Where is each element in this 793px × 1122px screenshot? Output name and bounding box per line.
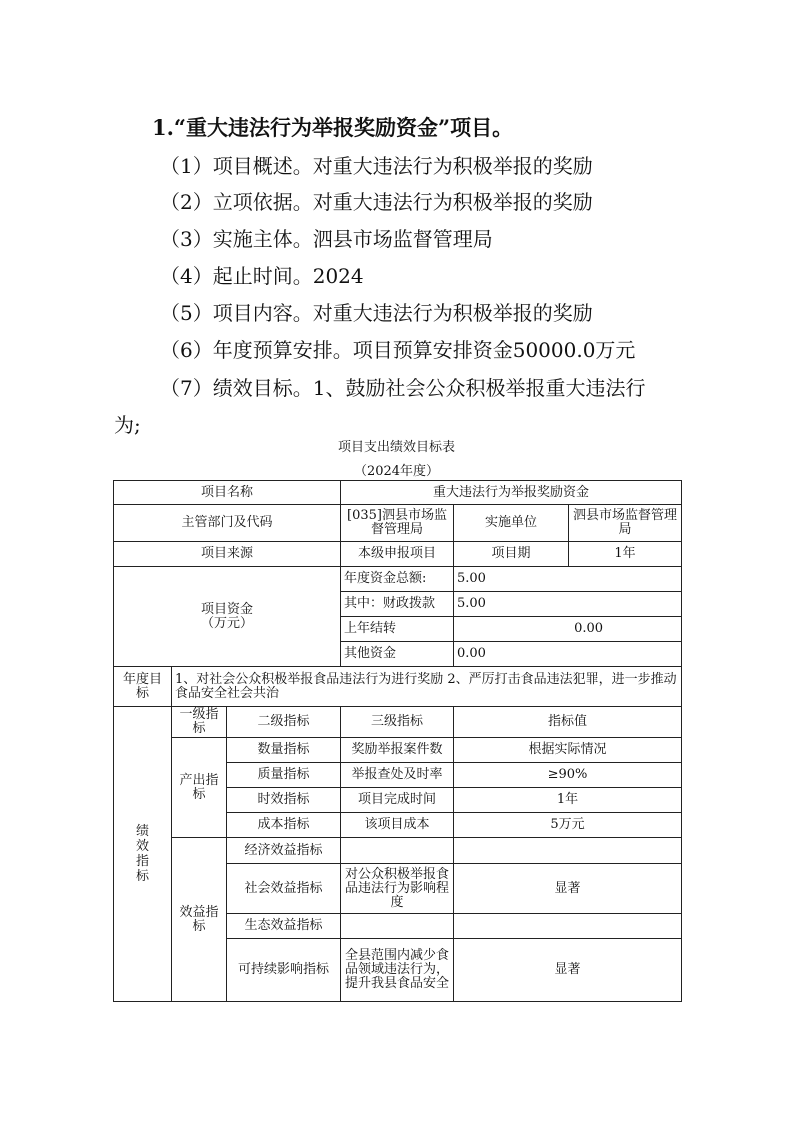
- table-row-l2: 生态效益指标: [227, 914, 341, 939]
- table-row-l2: 经济效益指标: [227, 838, 341, 864]
- table-row-l2: 成本指标: [227, 813, 341, 838]
- dept-value: [035]泗县市场监督管理局: [341, 505, 454, 542]
- table-row-value: [454, 838, 682, 864]
- item-goal: （7）绩效目标。1、鼓励社会公众积极举报重大违法行: [160, 376, 646, 400]
- table-row-l2: 可持续影响指标: [227, 939, 341, 1002]
- table-row-l3: 项目完成时间: [341, 788, 454, 813]
- fund-other-label: 其他资金: [341, 642, 454, 667]
- table-row-l3: 举报查处及时率: [341, 763, 454, 788]
- section-heading: 1.“重大违法行为举报奖励资金”项目。: [152, 115, 514, 140]
- period-value: 1年: [569, 542, 682, 567]
- table-row-l3: 奖励举报案件数: [341, 738, 454, 763]
- table-row-l3: 对公众积极举报食品违法行为影响程度: [341, 864, 454, 914]
- output-label: 产出指标: [172, 738, 227, 838]
- table-title: 项目支出绩效目标表: [337, 440, 455, 455]
- source-value: 本级申报项目: [341, 542, 454, 567]
- item-overview: （1）项目概述。对重大违法行为积极举报的奖励: [160, 154, 593, 178]
- item-budget: （6）年度预算安排。项目预算安排资金50000.0万元: [160, 338, 636, 362]
- fund-other-value: 0.00: [454, 642, 682, 667]
- table-row-l3: [341, 838, 454, 864]
- item-basis: （2）立项依据。对重大违法行为积极举报的奖励: [160, 190, 593, 214]
- unit-label: 实施单位: [454, 505, 569, 542]
- header-level3: 三级指标: [341, 707, 454, 738]
- table-row-l3: [341, 914, 454, 939]
- item-implementer: （3）实施主体。泗县市场监督管理局: [160, 227, 493, 251]
- item-goal-continued: 为;: [114, 413, 141, 437]
- header-level2: 二级指标: [227, 707, 341, 738]
- project-name-label: 项目名称: [114, 481, 341, 505]
- project-name-value: 重大违法行为举报奖励资金: [341, 481, 682, 505]
- source-label: 项目来源: [114, 542, 341, 567]
- goal-value: 1、对社会公众积极举报食品违法行为进行奖励 2、严厉打击食品违法犯罪，进一步推动食品安全社会共治: [172, 667, 682, 707]
- table-row-value: 显著: [454, 939, 682, 1002]
- table-row-value: 5万元: [454, 813, 682, 838]
- fund-label: [114, 567, 341, 667]
- fund-label-text: 项目资金: [200, 601, 253, 617]
- dept-label: 主管部门及代码: [114, 505, 341, 542]
- table-row-l3: 该项目成本: [341, 813, 454, 838]
- unit-value: 泗县市场监督管理局: [569, 505, 682, 542]
- period-label: 项目期: [454, 542, 569, 567]
- table-row-l2: 质量指标: [227, 763, 341, 788]
- table-row-value: [454, 914, 682, 939]
- goal-label: 年度目标: [114, 667, 172, 707]
- fund-fiscal-value: 5.00: [454, 592, 682, 617]
- performance-table: [113, 480, 682, 1002]
- table-row-value: ≥90%: [454, 763, 682, 788]
- fund-unit-text: （万元）: [200, 615, 253, 631]
- fund-total-label: 年度资金总额:: [341, 567, 454, 592]
- perf-label-text: 绩效指标: [135, 824, 149, 884]
- table-row-value: 根据实际情况: [454, 738, 682, 763]
- table-row-l2: 数量指标: [227, 738, 341, 763]
- table-row-value: 1年: [454, 788, 682, 813]
- table-row-l3: 全县范围内减少食品领域违法行为，提升我县食品安全: [341, 939, 454, 1002]
- table-row-value: 显著: [454, 864, 682, 914]
- fund-carry-value: 0.00: [454, 617, 682, 642]
- fund-total-value: 5.00: [454, 567, 682, 592]
- perf-label: [114, 707, 172, 1002]
- table-row-l2: 社会效益指标: [227, 864, 341, 914]
- item-period: （4）起止时间。2024: [160, 264, 364, 288]
- header-level1: 一级指标: [172, 707, 227, 738]
- header-value: 指标值: [454, 707, 682, 738]
- table-row-l2: 时效指标: [227, 788, 341, 813]
- fund-carry-label: 上年结转: [341, 617, 454, 642]
- benefit-label: 效益指标: [172, 838, 227, 1002]
- fund-fiscal-label: 其中：财政拨款: [341, 592, 454, 617]
- table-year: （2024年度）: [353, 464, 440, 479]
- item-content: （5）项目内容。对重大违法行为积极举报的奖励: [160, 301, 593, 325]
